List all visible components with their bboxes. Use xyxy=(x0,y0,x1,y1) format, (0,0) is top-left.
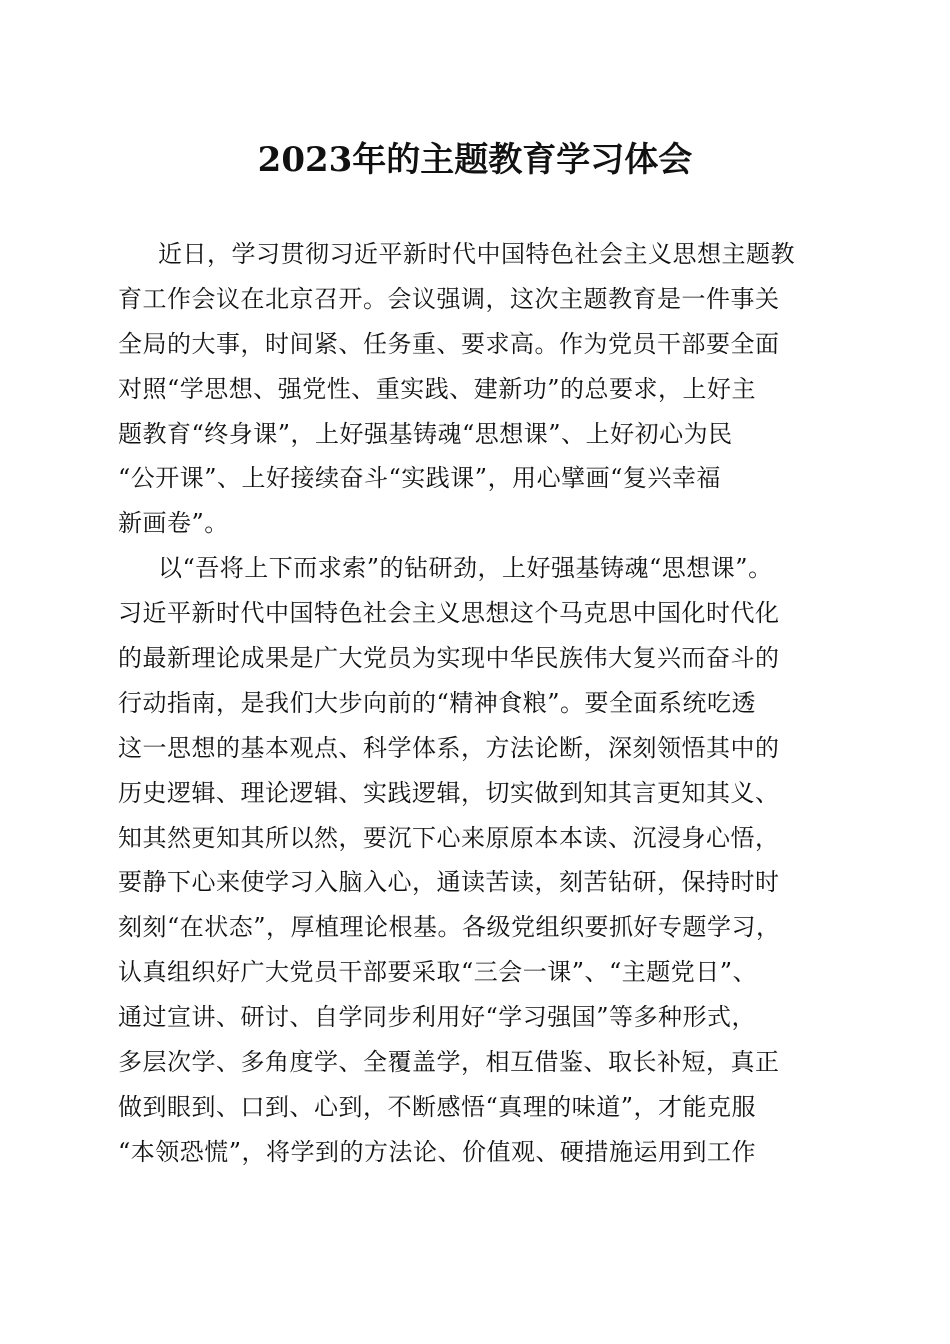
paragraph-1-line-6: “公开课”、上好接续奋斗“实践课”，用心擘画“复兴幸福 xyxy=(118,464,721,493)
paragraph-1-line-7: 新画卷”。 xyxy=(118,509,229,538)
paragraph-1-line-3: 全局的大事，时间紧、任务重、要求高。作为党员干部要全面 xyxy=(118,329,780,358)
paragraph-2-line-2: 习近平新时代中国特色社会主义思想这个马克思中国化时代化 xyxy=(118,599,780,628)
paragraph-2-line-1: 以“吾将上下而求索”的钻研劲，上好强基铸魂“思想课”。 xyxy=(158,554,773,583)
paragraph-2-line-7: 知其然更知其所以然，要沉下心来原原本本读、沉浸身心悟， xyxy=(118,823,780,852)
paragraph-2-line-6: 历史逻辑、理论逻辑、实践逻辑，切实做到知其言更知其义、 xyxy=(118,778,780,807)
paragraph-2-line-5: 这一思想的基本观点、科学体系，方法论断，深刻领悟其中的 xyxy=(118,733,780,762)
paragraph-1-line-1: 近日，学习贯彻习近平新时代中国特色社会主义思想主题教 xyxy=(158,240,795,268)
paragraph-1-line-4: 对照“学思想、强党性、重实践、建新功”的总要求，上好主 xyxy=(118,374,757,403)
document-title: 2023年的主题教育学习体会 xyxy=(257,140,693,180)
paragraph-2-line-12: 多层次学、多角度学、全覆盖学，相互借鉴、取长补短，真正 xyxy=(118,1048,780,1077)
paragraph-2-line-10: 认真组织好广大党员干部要采取“三会一课”、“主题党日”、 xyxy=(118,958,758,987)
paragraph-2-line-13: 做到眼到、口到、心到，不断感悟“真理的味道”，才能克服 xyxy=(118,1092,757,1121)
paragraph-2-line-14: “本领恐慌”，将学到的方法论、价值观、硬措施运用到工作 xyxy=(118,1137,757,1166)
paragraph-2-line-11: 通过宣讲、研讨、自学同步利用好“学习强国”等多种形式， xyxy=(118,1003,757,1032)
paragraph-2-line-8: 要静下心来使学习入脑入心，通读苦读，刻苦钻研，保持时时 xyxy=(118,868,780,897)
document-body xyxy=(118,232,838,1175)
paragraph-2-line-3: 的最新理论成果是广大党员为实现中华民族伟大复兴而奋斗的 xyxy=(118,644,780,673)
paragraph-1-line-2: 育工作会议在北京召开。会议强调，这次主题教育是一件事关 xyxy=(118,284,780,313)
paragraph-2-line-4: 行动指南，是我们大步向前的“精神食粮”。要全面系统吃透 xyxy=(118,688,757,717)
paragraph-2-line-9: 刻刻“在状态”，厚植理论根基。各级党组织要抓好专题学习， xyxy=(118,913,781,942)
paragraph-1-line-5: 题教育“终身课”，上好强基铸魂“思想课”、上好初心为民 xyxy=(118,419,733,448)
